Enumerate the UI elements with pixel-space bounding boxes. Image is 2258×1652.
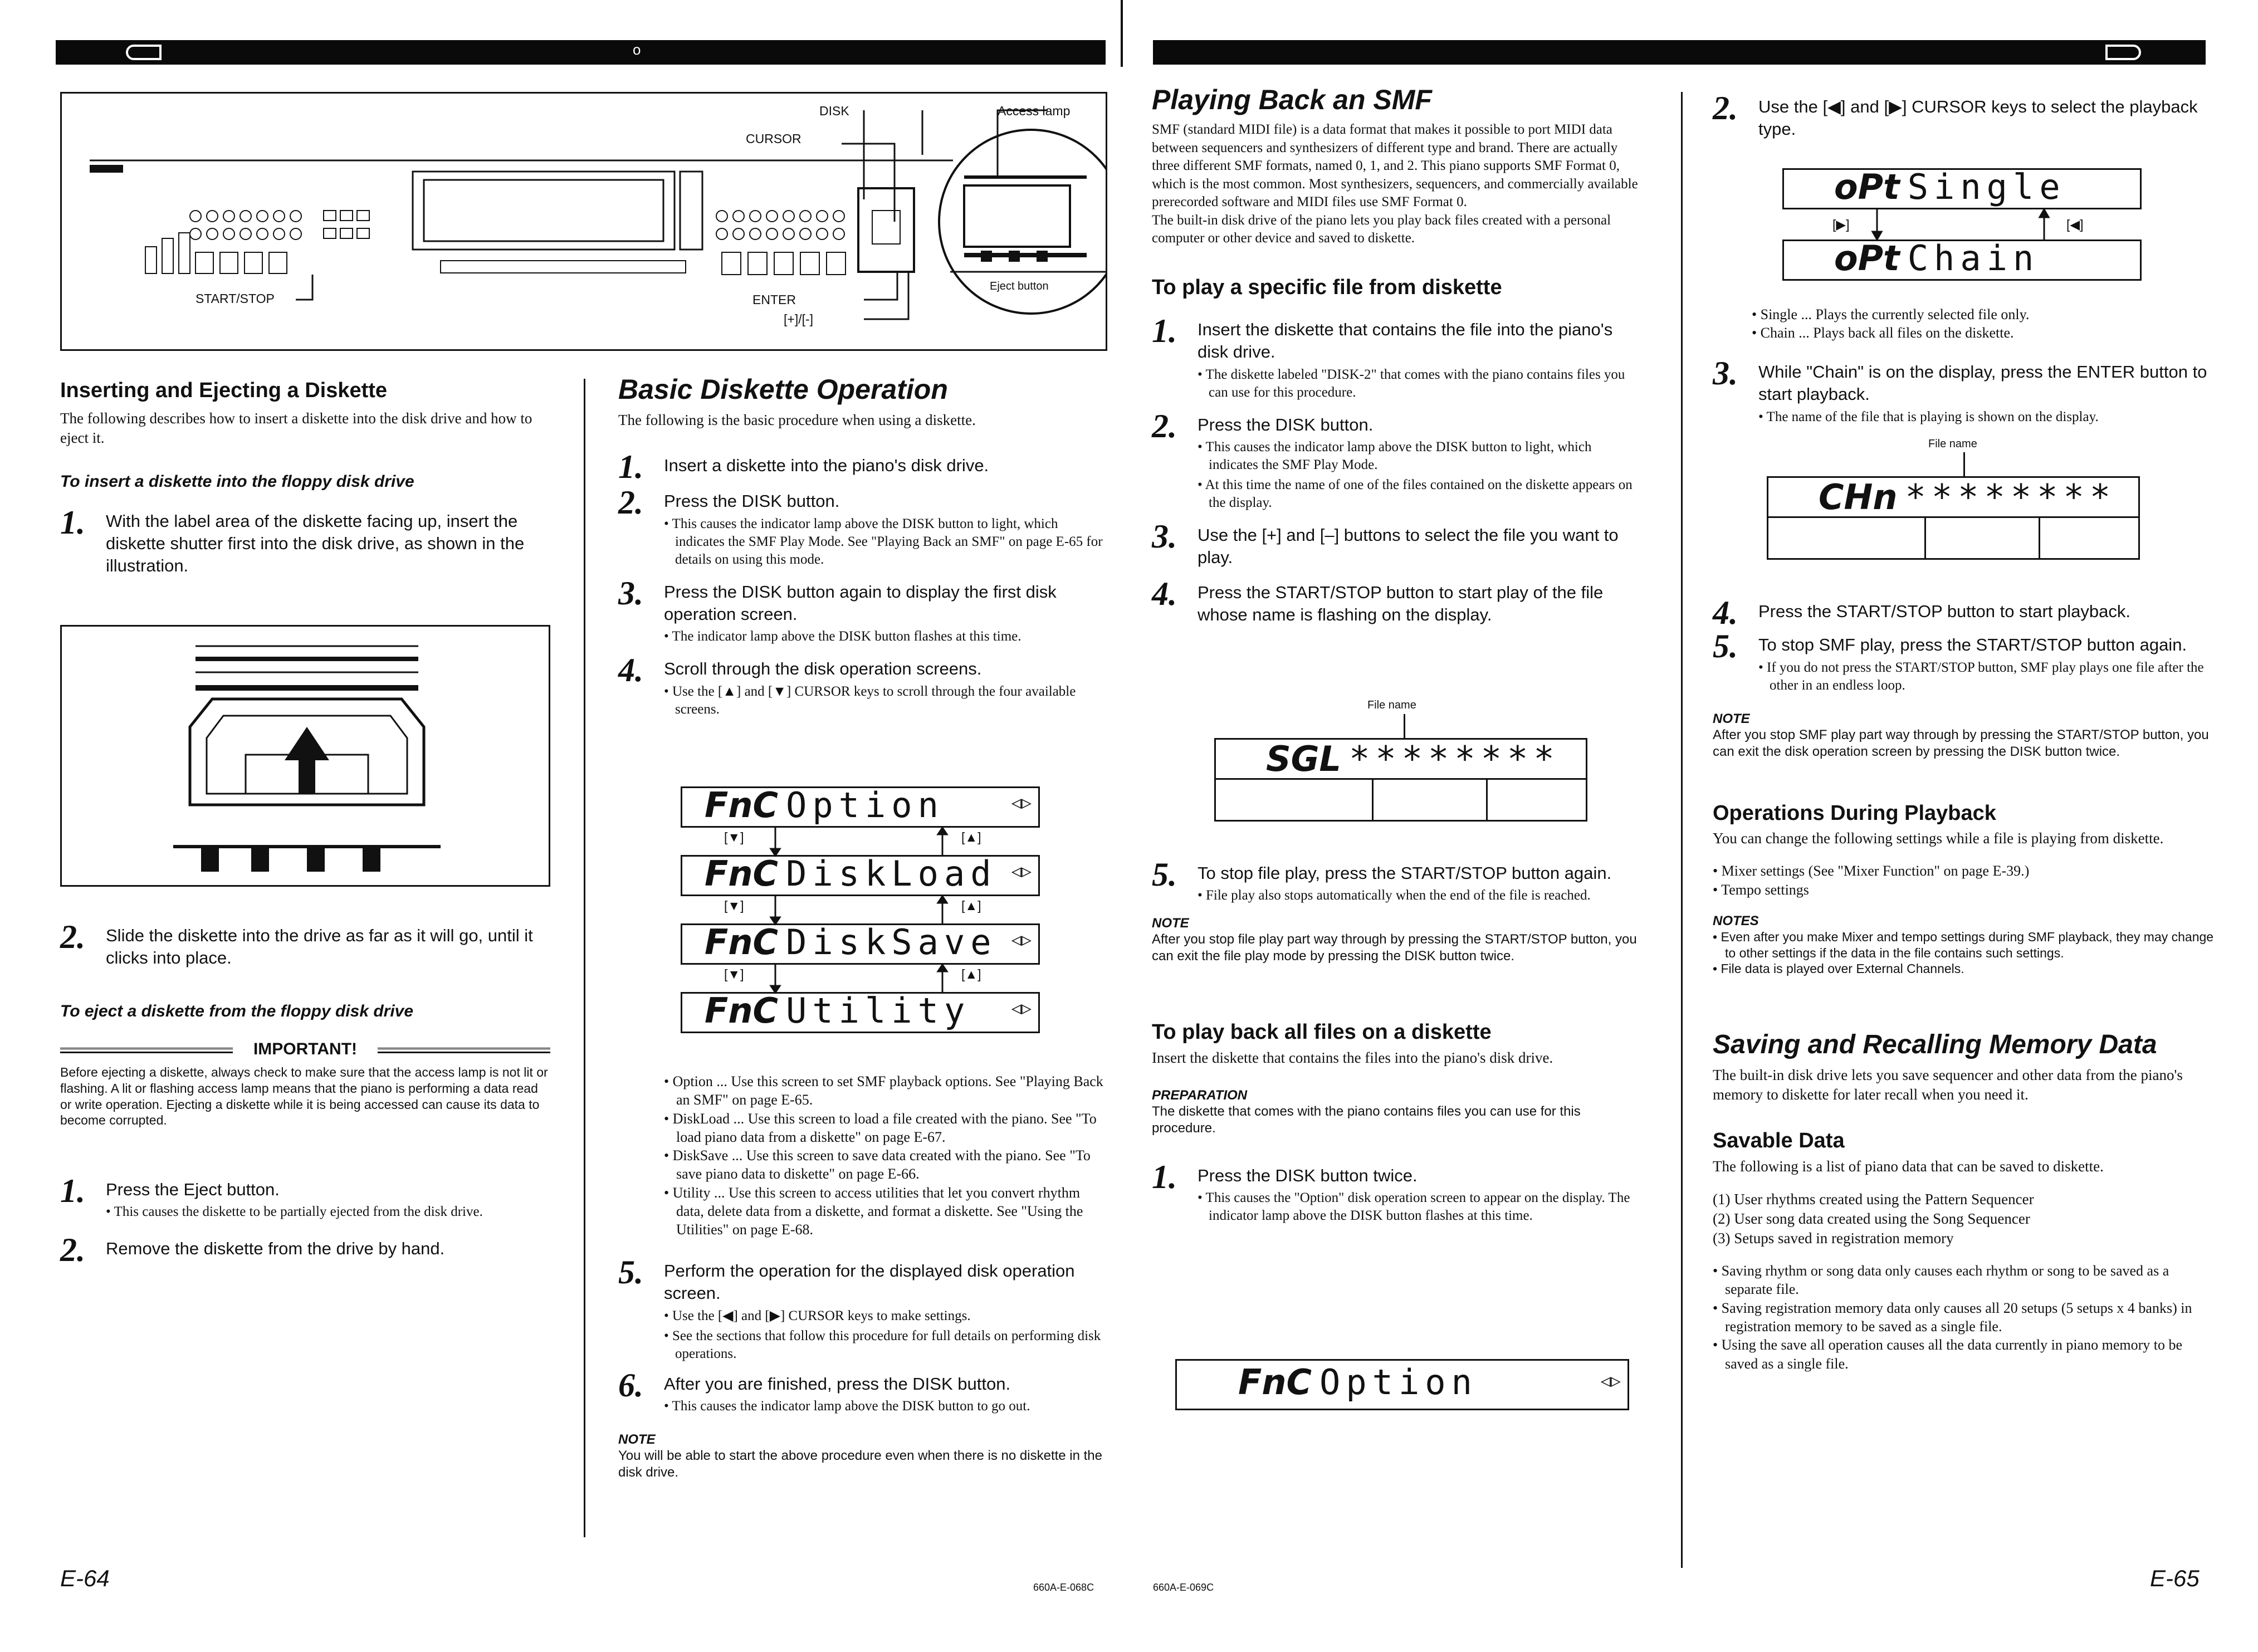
basic-operation-section — [618, 374, 1108, 719]
lcd-screen-option: FnC Option ◁▷ — [681, 786, 1040, 828]
right-column-divider — [1681, 92, 1683, 1568]
left-header-tab — [126, 45, 162, 60]
up-key-label: [▲] — [961, 830, 981, 844]
cursor-arrows-icon: ◁▷ — [1011, 999, 1032, 1018]
ops-title: Operations During Playback — [1713, 801, 1996, 825]
all-files-intro: Insert the diskette that contains the files into the piano's disk drive. — [1152, 1049, 1553, 1066]
playback-type-section — [1713, 90, 2214, 141]
specific-file-heading: To play a specific file from diskette — [1152, 275, 1502, 299]
playback-step-3-block — [1713, 355, 2214, 426]
left-column-divider — [584, 379, 585, 1537]
cursor-label: CURSOR — [746, 131, 801, 146]
saving-bullets: • Saving rhythm or song data only causes each rhythm or song to be saved as a separate file. • Saving registration memory data only causes all 20 setups (5 setups x 4 banks) in registration memory to be saved as a single file. • Using the save all operation causes all the data currently in piano memory to be saved as a single file. — [1713, 1263, 2192, 1372]
left-header-bar — [56, 40, 1106, 65]
playback-note: After you stop SMF play part way through by pressing the START/STOP button, you can exit the disk operation screen by pressing the DISK button twice. — [1713, 727, 2209, 759]
right-page-number: E-65 — [2150, 1565, 2200, 1591]
all-files-step-1: 1. Press the DISK button twice. • This causes the "Option" disk operation screen to appear on the display. The indicator lamp above the DISK button flashes at this time. — [1152, 1159, 1630, 1224]
insert-eject-title: Inserting and Ejecting a Diskette — [60, 379, 388, 402]
smf-intro: SMF (standard MIDI file) is a data format that makes it possible to port MIDI data between sequencers and synthesizers of different type and brand. There are actually three different SMF formats, named 0, 1, and 2. This piano supports SMF Format 0, which is the most common. Most synthesizers, sequencers, and commercially available prerecorded software and MIDI files use SMF Format 0. — [1152, 122, 1638, 209]
basic-note-title: NOTE — [618, 1431, 656, 1447]
ops-intro: You can change the following settings while a file is playing from diskette. — [1713, 830, 2164, 847]
lcd-chain-file: CHn ******** — [1767, 476, 2140, 560]
playback-step-3: 3. While "Chain" is on the display, press the ENTER button to start playback. • The name of the file that is playing is shown on the display. — [1713, 355, 2207, 424]
saving-intro: The built-in disk drive lets you save sequencer and other data from the piano's memory to diskette for later recall when you need it. — [1713, 1066, 2183, 1103]
basic-step-5: 5. Perform the operation for the displayed disk operation screen. • Use the [◀] and [▶] CURSOR keys to make settings. • See the sections that follow this procedure for full details on performing disk operations. — [618, 1254, 1101, 1361]
eject-heading: To eject a diskette from the floppy disk drive — [60, 1001, 414, 1020]
file-name-pointer — [1404, 714, 1405, 739]
playback-steps-4-5: 4. Press the START/STOP button to start playback. 5. To stop SMF play, press the START/STOP button again. • If you do not press the START/STOP button, SMF play plays one file after the other in an endless loop. NOTE After you stop SMF play part way through by pressing the START/STOP button, you can exit the disk operation screen by pressing the DISK button twice. Operations During Playback You can change the following settings while a file is playing from diskette. • Mixer settings (See "Mixer Function" on page E-39.) • Tempo settings NOTES • Even after you make Mixer and tempo settings during SMF playback, they may change to other settings if the data in the file contains such settings. • File data is played over External Channels. Saving and Recalling Memory Data The built-in disk drive lets you save sequencer and other data from the piano's memory to diskette for later recall when you need it. Savable Data The following is a list of piano data that can be saved to diskette. (1) User rhythms created using the Pattern Sequencer (2) User song data created using the Song Sequencer (3) Setups saved in registration memory • Saving rhythm or song data only causes each rhythm or song to be saved as a separate file. • Saving registration memory data only causes all 20 setups (5 setups x 4 banks) in registration memory to be saved as a single file. • Using the save all operation causes all the data currently in piano memory to be saved as a single file. — [1713, 600, 2214, 1373]
insert-illustration — [60, 625, 550, 887]
lcd-screen-utility: FnC Utility ◁▷ — [681, 992, 1040, 1033]
basic-step-4: 4. Scroll through the disk operation screens. • Use the [▲] and [▼] CURSOR keys to scroll through the four available screens. — [618, 652, 1076, 717]
all-files-heading: To play back all files on a diskette — [1152, 1020, 1492, 1044]
basic-note: You will be able to start the above procedure even when there is no diskette in the disk drive. — [618, 1448, 1103, 1480]
file-name-label: File name — [1928, 438, 1977, 450]
smf-step-5: 5. To stop file play, press the START/STOP button again. • File play also stops automatically when the end of the file is reached. — [1152, 856, 1612, 903]
lcd-screen-disksave: FnC DiskSave ◁▷ — [681, 923, 1040, 965]
smf-section — [1152, 85, 1642, 626]
lcd-option-screen: FnC Option ◁▷ — [1175, 1359, 1629, 1410]
file-name-pointer — [1963, 452, 1965, 477]
insert-step-1: 1. With the label area of the diskette facing up, insert the diskette shutter first into the disk drive, as shown in the illustration. — [60, 504, 525, 576]
down-key-label: [▼] — [724, 830, 744, 844]
right-page-code: 660A-E-069C — [1153, 1582, 1214, 1593]
disk-label: DISK — [819, 104, 849, 118]
down-key-label: [▼] — [724, 967, 744, 981]
basic-steps-5-6 — [618, 1254, 1108, 1481]
enter-label: ENTER — [752, 292, 796, 307]
right-header-bar — [1153, 40, 2206, 65]
up-key-label: [▲] — [961, 967, 981, 981]
smf-title: Playing Back an SMF — [1152, 84, 1432, 115]
smf-note-title: NOTE — [1152, 916, 1189, 931]
important-box — [60, 1040, 550, 1129]
basic-step-3: 3. Press the DISK button again to display the first disk operation screen. • The indicator lamp above the DISK button flashes at this time. — [618, 574, 1057, 644]
playback-step-4: 4. Press the START/STOP button to start playback. — [1713, 594, 2130, 631]
lcd-file-select: SGL ******** — [1214, 738, 1587, 822]
eject-step-1: 1. Press the Eject button. • This causes the diskette to be partially ejected from the disk drive. — [60, 1172, 483, 1220]
insert-eject-section — [60, 379, 550, 578]
cursor-arrows-icon: ◁▷ — [1011, 862, 1032, 881]
cursor-arrows-icon: ◁▷ — [1600, 1371, 1621, 1391]
lcd-chain: oPt Chain — [1782, 240, 2142, 281]
panel-diagram-drawing — [62, 94, 1106, 349]
access-lamp-label: Access lamp — [998, 104, 1071, 118]
savable-intro: The following is a list of piano data that can be saved to diskette. — [1713, 1157, 2104, 1175]
basic-step-2: 2. Press the DISK button. • This causes the indicator lamp above the DISK button to light, which indicates the SMF Play Mode. See "Playing Back an SMF" on page E-65 for details on using this mode. — [618, 484, 1103, 567]
preparation-title: PREPARATION — [1152, 1088, 1248, 1103]
cursor-arrows-icon: ◁▷ — [1011, 793, 1032, 813]
insert-step-2-block — [60, 918, 550, 1269]
file-name-label: File name — [1367, 699, 1416, 711]
basic-step-1: 1. Insert a diskette into the piano's disk drive. — [618, 448, 989, 486]
insert-heading: To insert a diskette into the floppy disk drive — [60, 472, 414, 491]
plus-minus-label: [+]/[-] — [784, 312, 814, 326]
smf-step-1: 1. Insert the diskette that contains the file into the piano's disk drive. • The diskette labeled "DISK-2" that comes with the piano contains files you can use for this procedure. — [1152, 312, 1625, 400]
lcd-single: oPt Single — [1782, 168, 2142, 209]
important-title: IMPORTANT! — [233, 1040, 378, 1059]
ops-items: • Mixer settings (See "Mixer Function" on page E-39.) • Tempo settings — [1713, 863, 2030, 898]
panel-diagram — [60, 92, 1107, 351]
basic-screens-bullets: • Option ... Use this screen to set SMF playback options. See "Playing Back an SMF" on page E-65. • DiskLoad ... Use this screen to load a file created with the piano. See "To load piano data from a diskette" on page E-67. • DiskSave ... Use this screen to save data created with the piano. See "To save piano data to diskette" on page E-66. • Utility ... Use this screen to access utilities that let you convert rhythm data, delete data from a diskette, and format a diskette. See "Using the Utilities" on page E-68. — [664, 1073, 1103, 1238]
lcd-screen-diskload: FnC DiskLoad ◁▷ — [681, 855, 1040, 896]
right-header-tab — [2105, 45, 2141, 60]
left-header-dot: o — [633, 41, 641, 58]
smf-step-5-block — [1152, 856, 1642, 1225]
savable-title: Savable Data — [1713, 1129, 1845, 1153]
basic-title: Basic Diskette Operation — [618, 374, 948, 405]
saving-title: Saving and Recalling Memory Data — [1713, 1030, 2157, 1060]
smf-note: After you stop file play part way through by pressing the START/STOP button, you can exit the file play mode by pressing the DISK button twice. — [1152, 932, 1637, 964]
important-text: Before ejecting a diskette, always check to make sure that the access lamp is not lit or flashing. A lit or flashing access lamp means that the piano is performing a data read or write operation. Ejecting a diskette while it is being accessed can cause its data to become corrupted. — [60, 1065, 548, 1128]
playback-note-title: NOTE — [1713, 711, 1750, 726]
eject-step-2: 2. Remove the diskette from the drive by hand. — [60, 1231, 445, 1269]
left-page-number: E-64 — [60, 1565, 110, 1591]
savable-list: (1) User rhythms created using the Pattern Sequencer (2) User song data created using the Song Sequencer (3) Setups saved in registration memory — [1713, 1190, 2034, 1247]
left-key-label: [◀] — [2066, 217, 2084, 232]
ops-notes-title: NOTES — [1713, 913, 1759, 928]
right-key-label: [▶] — [1832, 217, 1850, 232]
start-stop-label: START/STOP — [196, 291, 275, 306]
smf-intro-2: The built-in disk drive of the piano lets you play back files created with a personal computer or other device and saved to diskette. — [1152, 212, 1611, 246]
smf-step-2: 2. Press the DISK button. • This causes the indicator lamp above the DISK button to light, which indicates the SMF Play Mode. • At this time the name of one of the files contained on the diskette appears on the display. — [1152, 407, 1633, 511]
smf-step-4: 4. Press the START/STOP button to start play of the file whose name is flashing on the display. — [1152, 575, 1604, 624]
left-page-code: 660A-E-068C — [1033, 1582, 1094, 1593]
cursor-arrows-icon: ◁▷ — [1011, 930, 1032, 950]
playback-step-5: 5. To stop SMF play, press the START/STOP button again. • If you do not press the START/STOP button, SMF play plays one file after the other in an endless loop. — [1713, 628, 2204, 693]
spine-line — [1121, 0, 1123, 67]
preparation-text: The diskette that comes with the piano contains files you can use for this procedure. — [1152, 1104, 1581, 1136]
up-key-label: [▲] — [961, 898, 981, 913]
smf-step-3: 3. Use the [+] and [–] buttons to select the file you want to play. — [1152, 518, 1619, 568]
playback-types-list: • Single ... Plays the currently selected file only. • Chain ... Plays back all files on the diskette. — [1752, 306, 2030, 341]
down-key-label: [▼] — [724, 898, 744, 913]
basic-intro: The following is the basic procedure when using a diskette. — [618, 412, 976, 428]
insert-eject-intro: The following describes how to insert a diskette into the disk drive and how to eject it. — [60, 409, 532, 446]
insert-step-2: 2. Slide the diskette into the drive as far as it will go, until it clicks into place. — [60, 918, 533, 968]
playback-step-2: 2. Use the [◀] and [▶] CURSOR keys to select the playback type. — [1713, 90, 2198, 139]
eject-label: Eject button — [990, 280, 1049, 292]
basic-step-6: 6. After you are finished, press the DISK button. • This causes the indicator lamp above the DISK button to go out. — [618, 1366, 1030, 1414]
